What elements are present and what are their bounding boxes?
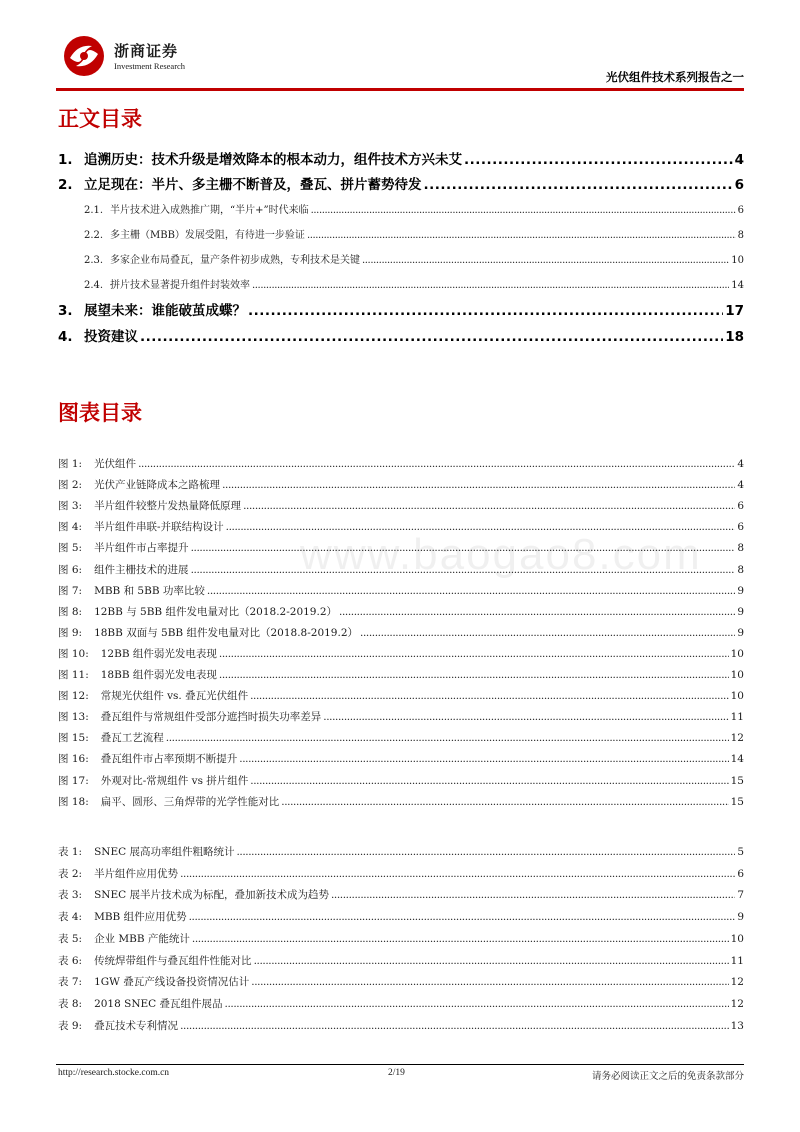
entry-number: 表 9:: [58, 1019, 83, 1032]
entry-title: 1GW 叠瓦产线设备投资情况估计: [94, 976, 250, 989]
figure-entry[interactable]: [58, 583, 744, 598]
entry-leader: [331, 889, 735, 901]
entry-leader: [362, 255, 729, 266]
entry-title: 光伏产业链降成本之路梳理: [94, 479, 221, 492]
entry-title: 投资建议: [84, 329, 138, 345]
entry-page: 4: [737, 458, 744, 470]
entry-title: 扁平、圆形、三角焊带的光学性能对比: [100, 795, 280, 808]
entry-page: 15: [730, 774, 744, 787]
toc-entry[interactable]: [58, 173, 744, 193]
figure-entry[interactable]: [58, 625, 744, 640]
toc-entry[interactable]: [58, 276, 744, 291]
table-entry[interactable]: [58, 1018, 744, 1033]
entry-leader: [311, 205, 736, 216]
entry-number: 图 1:: [58, 458, 83, 470]
entry-leader: [254, 955, 729, 967]
table-entry[interactable]: [58, 953, 744, 968]
entry-leader: [252, 280, 729, 291]
entry-title: 半片技术进入成熟推广期，“半片+”时代来临: [110, 205, 309, 216]
entry-title: 企业 MBB 产能统计: [94, 932, 190, 945]
entry-leader: [243, 500, 735, 512]
entry-leader: [239, 753, 728, 765]
entry-page: 12: [730, 976, 744, 989]
entry-page: 9: [737, 605, 744, 618]
entry-number: 3.: [58, 303, 73, 319]
brand-name-cn: 浙商证券: [114, 42, 179, 60]
entry-title: 追溯历史：技术升级是增效降本的根本动力，组件技术方兴未艾: [84, 152, 462, 168]
table-entry[interactable]: [58, 844, 744, 859]
header-divider: [56, 88, 744, 91]
page-number: 2/19: [388, 1068, 405, 1078]
entry-page: 14: [731, 280, 744, 291]
entry-title: 外观对比-常规组件 vs 拼片组件: [100, 774, 249, 787]
entry-number: 图 10:: [58, 647, 89, 660]
entry-page: 6: [737, 867, 744, 880]
entry-title: 18BB 双面与 5BB 组件发电量对比（2018.8-2019.2）: [94, 626, 359, 639]
entry-title: 18BB 组件弱光发电表现: [100, 669, 217, 681]
entry-number: 表 5:: [58, 932, 83, 945]
entry-page: 6: [737, 521, 744, 534]
entry-page: 10: [730, 669, 744, 681]
entry-title: 叠瓦技术专利情况: [94, 1019, 179, 1032]
entry-page: 10: [730, 932, 744, 945]
figure-entry[interactable]: [58, 540, 744, 555]
entry-leader: [248, 303, 723, 319]
entry-page: 15: [730, 795, 744, 808]
entry-page: 7: [737, 889, 744, 902]
entry-title: 拼片技术显著提升组件封装效率: [110, 280, 250, 291]
entry-number: 图 17:: [58, 774, 89, 787]
entry-leader: [225, 998, 729, 1010]
entry-number: 图 12:: [58, 690, 89, 703]
entry-number: 图 9:: [58, 626, 83, 639]
entry-leader: [339, 606, 735, 618]
toc-entry[interactable]: [58, 201, 744, 216]
entry-leader: [323, 711, 728, 723]
entry-page: 11: [730, 954, 744, 967]
entry-leader: [251, 976, 728, 988]
entry-page: 18: [725, 329, 744, 345]
entry-leader: [219, 648, 729, 660]
entry-leader: [250, 775, 728, 787]
entry-page: 12: [730, 997, 744, 1010]
figure-entry[interactable]: [58, 498, 744, 513]
entry-page: 10: [730, 647, 744, 660]
table-entry[interactable]: [58, 974, 744, 989]
entry-title: 半片组件应用优势: [94, 867, 179, 880]
entry-number: 表 6:: [58, 954, 83, 967]
entry-leader: [307, 230, 736, 241]
entry-number: 图 2:: [58, 479, 83, 492]
figure-entry[interactable]: [58, 646, 744, 661]
entry-leader: [189, 911, 736, 923]
report-series-title: 光伏组件技术系列报告之一: [606, 70, 744, 84]
entry-number: 2.3.: [84, 255, 104, 266]
entry-page: 8: [737, 563, 744, 576]
table-entry[interactable]: [58, 931, 744, 946]
figure-entry[interactable]: [58, 794, 744, 809]
entry-leader: [191, 542, 736, 554]
entry-title: SNEC 展高功率组件粗略统计: [94, 846, 235, 858]
entry-title: 12BB 与 5BB 组件发电量对比（2018.2-2019.2）: [94, 605, 338, 618]
entry-leader: [166, 732, 729, 744]
entry-page: 17: [725, 303, 744, 319]
footer-url[interactable]: http://research.stocke.com.cn: [58, 1068, 170, 1078]
entry-page: 5: [737, 846, 744, 858]
figure-entry[interactable]: [58, 730, 744, 745]
entry-leader: [180, 1020, 729, 1032]
entry-number: 图 7:: [58, 584, 83, 597]
figure-entry[interactable]: [58, 519, 744, 534]
table-entry[interactable]: [58, 887, 744, 902]
figure-entry[interactable]: [58, 667, 744, 682]
table-entry[interactable]: [58, 996, 744, 1011]
logo-emblem-icon: [62, 34, 106, 78]
entry-number: 图 13:: [58, 711, 89, 724]
entry-title: 半片组件市占率提升: [94, 542, 189, 555]
entry-number: 图 18:: [58, 795, 89, 808]
entry-title: 展望未来：谁能破茧成蝶？: [84, 303, 246, 319]
entry-number: 图 6:: [58, 563, 83, 576]
entry-number: 图 11:: [58, 669, 89, 681]
entry-leader: [192, 933, 729, 945]
entry-page: 6: [737, 205, 744, 216]
entry-title: 常规光伏组件 vs. 叠瓦光伏组件: [100, 690, 249, 703]
toc-entry[interactable]: [58, 251, 744, 266]
entry-leader: [360, 627, 735, 639]
entry-number: 4.: [58, 329, 73, 345]
figure-entry[interactable]: [58, 688, 744, 703]
entry-leader: [180, 868, 735, 880]
toc-entry[interactable]: [58, 226, 744, 241]
figure-entry[interactable]: [58, 751, 744, 766]
entry-page: 9: [737, 911, 744, 924]
entry-title: 组件主栅技术的进展: [94, 563, 189, 576]
entry-number: 2.: [58, 177, 73, 193]
entry-number: 2.1.: [84, 205, 104, 216]
entry-page: 9: [737, 584, 744, 597]
entry-title: 传统焊带组件与叠瓦组件性能对比: [94, 954, 252, 967]
figures-heading: 图表目录: [58, 401, 142, 425]
entry-number: 表 3:: [58, 889, 83, 902]
figure-entry[interactable]: [58, 456, 744, 471]
entry-number: 表 4:: [58, 911, 83, 924]
entry-page: 6: [734, 177, 744, 193]
figure-entry[interactable]: [58, 773, 744, 788]
table-entry[interactable]: [58, 866, 744, 881]
figure-entry[interactable]: [58, 477, 744, 492]
entry-page: 14: [730, 753, 744, 766]
entry-number: 2.4.: [84, 280, 104, 291]
entry-number: 2.2.: [84, 230, 104, 241]
entry-leader: [219, 669, 729, 681]
entry-leader: [207, 585, 735, 597]
entry-page: 10: [731, 255, 744, 266]
entry-title: 光伏组件: [94, 458, 137, 470]
watermark: www.baogao8.com: [300, 530, 702, 579]
entry-title: 叠瓦组件与常规组件受部分遮挡时损失功率差异: [100, 711, 322, 724]
entry-title: SNEC 展半片技术成为标配，叠加新技术成为趋势: [94, 889, 329, 902]
entry-title: 2018 SNEC 叠瓦组件展品: [94, 997, 223, 1010]
entry-title: 多家企业布局叠瓦，量产条件初步成熟，专利技术是关键: [110, 255, 360, 266]
toc-entry[interactable]: [58, 148, 744, 168]
figure-entry[interactable]: [58, 562, 744, 577]
entry-number: 图 4:: [58, 521, 83, 534]
entry-leader: [424, 177, 733, 193]
toc-entry[interactable]: [58, 325, 744, 345]
entry-page: 6: [737, 500, 744, 513]
entry-title: 立足现在：半片、多主栅不断普及，叠瓦、拼片蓄势待发: [84, 177, 422, 193]
entry-page: 12: [730, 732, 744, 745]
entry-leader: [191, 564, 736, 576]
table-entry[interactable]: [58, 909, 744, 924]
entry-number: 表 2:: [58, 867, 83, 880]
entry-number: 图 15:: [58, 732, 89, 745]
entry-title: 12BB 组件弱光发电表现: [100, 647, 217, 660]
entry-number: 图 3:: [58, 500, 83, 513]
entry-page: 10: [730, 690, 744, 703]
entry-number: 1.: [58, 152, 73, 168]
entry-leader: [250, 690, 729, 702]
entry-leader: [140, 329, 723, 345]
entry-title: MBB 和 5BB 功率比较: [94, 584, 205, 597]
entry-page: 8: [737, 542, 744, 555]
toc-heading: 正文目录: [58, 107, 142, 131]
entry-number: 图 8:: [58, 605, 83, 618]
entry-number: 图 16:: [58, 753, 89, 766]
entry-title: 叠瓦组件市占率预期不断提升: [100, 753, 238, 766]
entry-title: MBB 组件应用优势: [94, 911, 187, 924]
entry-leader: [281, 796, 728, 808]
footer-disclaimer: 请务必阅读正文之后的免责条款部分: [591, 1071, 744, 1082]
entry-title: 半片组件串联-并联结构设计: [94, 521, 224, 534]
entry-leader: [236, 846, 735, 858]
company-logo: [62, 34, 232, 78]
entry-page: 4: [737, 479, 744, 492]
entry-page: 9: [737, 626, 744, 639]
entry-number: 表 8:: [58, 997, 83, 1010]
entry-number: 图 5:: [58, 542, 83, 555]
entry-number: 表 7:: [58, 976, 83, 989]
entry-page: 11: [730, 711, 744, 724]
footer-divider: [56, 1064, 744, 1065]
entry-leader: [222, 479, 735, 491]
entry-title: 多主栅（MBB）发展受阻，有待进一步验证: [110, 230, 305, 241]
entry-page: 4: [734, 152, 744, 168]
entry-leader: [138, 458, 735, 470]
entry-page: 13: [730, 1019, 744, 1032]
figure-entry[interactable]: [58, 709, 744, 724]
figure-entry[interactable]: [58, 604, 744, 619]
brand-name-en: Investment Research: [114, 61, 186, 71]
entry-title: 叠瓦工艺流程: [100, 732, 164, 745]
entry-number: 表 1:: [58, 846, 83, 858]
entry-leader: [226, 521, 736, 533]
toc-entry[interactable]: [58, 299, 744, 319]
entry-leader: [464, 152, 733, 168]
entry-page: 8: [737, 230, 744, 241]
entry-title: 半片组件较整片发热量降低原理: [94, 500, 242, 513]
